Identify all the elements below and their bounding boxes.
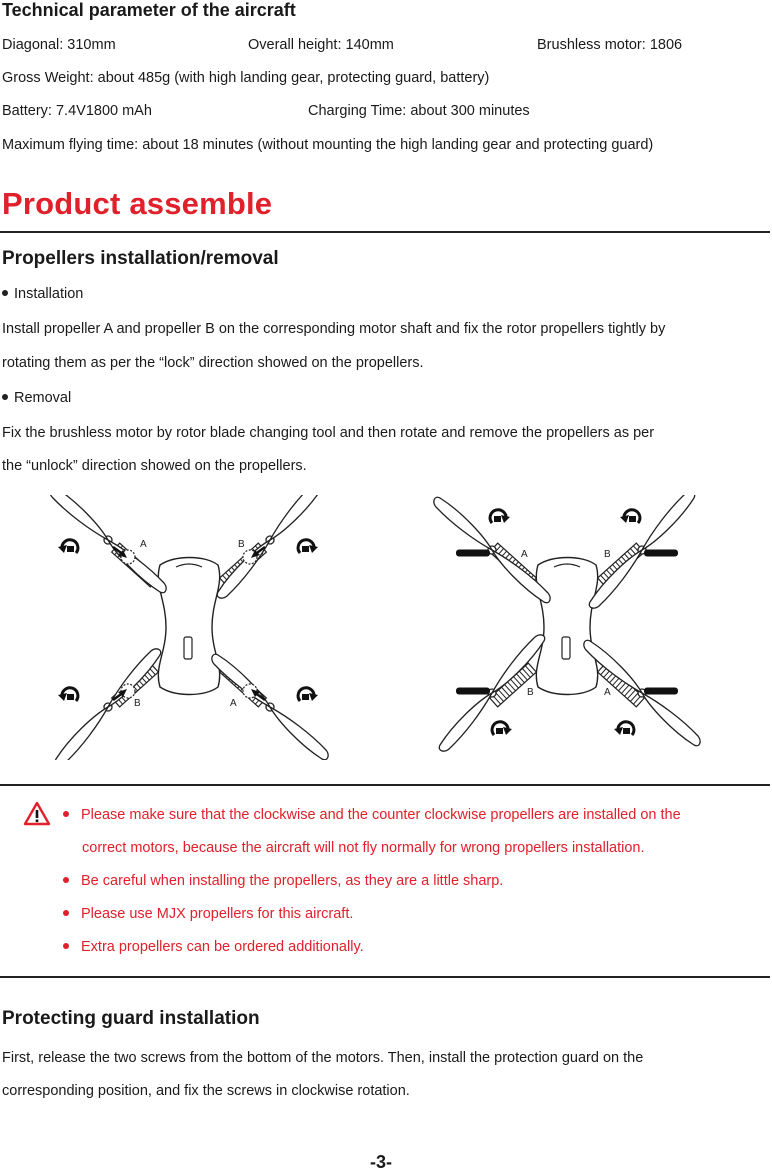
lock-rotation-icon (58, 540, 78, 553)
blade-tool-icon (456, 550, 490, 557)
page-number: -3- (370, 1152, 392, 1172)
lock-rotation-icon (58, 688, 78, 701)
lock-rotation-icon (298, 540, 318, 553)
tech-title: Technical parameter of the aircraft (2, 0, 296, 20)
bullet-icon (63, 943, 69, 949)
divider (0, 784, 770, 786)
drone-left (50, 495, 328, 760)
install-line-1: Install propeller A and propeller B on the corresponding motor shaft and fix the rotor propellers tightly by (2, 321, 666, 337)
divider (0, 976, 770, 978)
bullet-icon (63, 811, 69, 817)
label-a: A (230, 698, 237, 709)
label-a: A (140, 539, 147, 550)
guard-line-1: First, release the two screws from the bottom of the motors. Then, install the protection guard on the (2, 1050, 644, 1066)
unlock-rotation-icon (490, 510, 510, 523)
tech-height: Overall height: 140mm (248, 37, 394, 53)
propeller-diagrams (0, 495, 772, 760)
label-b: B (604, 549, 611, 560)
label-b: B (238, 539, 245, 550)
blade-tool-icon (644, 550, 678, 557)
blade-tool-icon (456, 688, 490, 695)
label-a: A (604, 687, 611, 698)
warning-2: Be careful when installing the propellers, as they are a little sharp. (63, 873, 503, 889)
propellers-title: Propellers installation/removal (2, 248, 279, 269)
drone-right (434, 495, 700, 751)
tech-diagonal: Diagonal: 310mm (2, 37, 116, 53)
assemble-title: Product assemble (2, 186, 273, 221)
unlock-rotation-icon (492, 722, 512, 735)
bullet-icon (2, 290, 8, 296)
label-b: B (527, 687, 534, 698)
warning-1: Please make sure that the clockwise and the counter clockwise propellers are installed on the (63, 807, 681, 823)
removal-label: Removal (2, 390, 71, 406)
lock-rotation-icon (298, 688, 318, 701)
warning-4: Extra propellers can be ordered additionally. (63, 939, 364, 955)
guard-title: Protecting guard installation (2, 1008, 260, 1029)
warning-3: Please use MJX propellers for this aircraft. (63, 906, 353, 922)
unlock-rotation-icon (620, 510, 640, 523)
blade-tool-icon (644, 688, 678, 695)
tech-motor: Brushless motor: 1806 (537, 37, 683, 53)
removal-line-1: Fix the brushless motor by rotor blade changing tool and then rotate and remove the propellers as per (2, 425, 655, 441)
unlock-rotation-icon (614, 722, 634, 735)
tech-flytime: Maximum flying time: about 18 minutes (without mounting the high landing gear and protecting guard) (2, 137, 654, 153)
bullet-icon (63, 910, 69, 916)
tech-weight: Gross Weight: about 485g (with high landing gear, protecting guard, battery) (2, 70, 490, 86)
tech-battery: Battery: 7.4V1800 mAh (2, 103, 152, 119)
warning-icon (23, 801, 51, 826)
bullet-icon (2, 394, 8, 400)
label-a: A (521, 549, 528, 560)
removal-line-2: the “unlock” direction showed on the propellers. (2, 458, 307, 474)
guard-line-2: corresponding position, and fix the screws in clockwise rotation. (2, 1083, 410, 1099)
bullet-icon (63, 877, 69, 883)
divider (0, 231, 770, 233)
install-line-2: rotating them as per the “lock” direction showed on the propellers. (2, 355, 424, 371)
tech-charging: Charging Time: about 300 minutes (308, 103, 530, 119)
warning-1-cont: correct motors, because the aircraft will not fly normally for wrong propellers installation. (82, 840, 645, 856)
install-label: Installation (2, 286, 83, 302)
label-b: B (134, 698, 141, 709)
